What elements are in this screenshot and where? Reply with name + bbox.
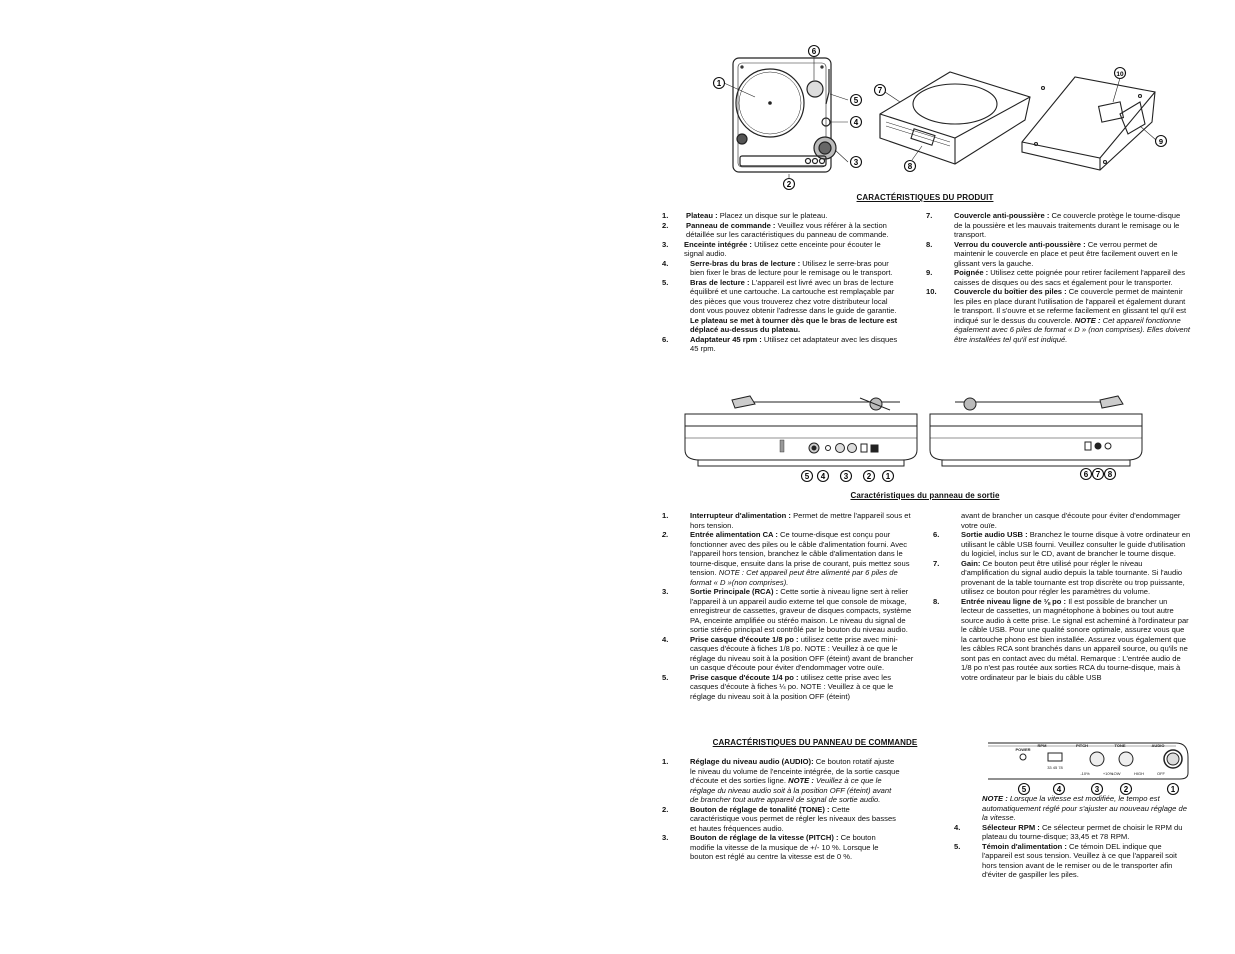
callout-5: 5: [853, 96, 859, 105]
rear-callout-7: 7: [1095, 470, 1101, 479]
list-item: 7. Couvercle anti-poussière : Ce couvercle protège le tourne-disque de la poussière et les mauvais traitements durant le remisage ou le transport.: [926, 211, 1181, 239]
callout-9: 9: [1158, 137, 1164, 146]
rpm-label: RPM: [1037, 743, 1047, 748]
tone-label: TONE: [1114, 743, 1126, 748]
output-left-column: [662, 511, 916, 701]
audio-label: AUDIO: [1151, 743, 1165, 748]
rear-view-right: [930, 396, 1142, 466]
list-item: 2. Entrée alimentation CA : Ce tourne-disque est conçu pour fonctionner avec des piles ou le câble d'alimentation fourni. Avec l'appareil hors tension, branchez le câble d'alimentation dans le tourne-disque, ensuite dans la prise de courant, puis mettez sous tension. NOTE : Cet appareil peut être alimenté par 6 piles de format « D »(non comprises).: [662, 530, 910, 587]
tone-high: HIGH: [1134, 771, 1144, 776]
list-item: 5. Prise casque d'écoute 1/4 po : utilisez cette prise avec les casques d'écoute à fiches ¼ po. NOTE : Veuillez à ce que le réglage du niveau soit à la position OFF (éteint): [662, 672, 894, 701]
rear-view-left: [685, 396, 917, 466]
panel-callout-3: 3: [1094, 785, 1100, 794]
continued-text: avant de brancher un casque d'écoute pour éviter d'endommager votre ouïe.: [961, 511, 1181, 530]
product-right-column: [926, 211, 1190, 344]
list-item: 3. Sortie Principale (RCA) : Cette sortie à niveau ligne sert à relier l'appareil à un appareil audio externe tel que console de mixage, enregistreur de cassettes, graveur de disques compacts, système PA, enceinte amplifiée ou stéréo maison. Le niveau du signal de sortie stéréo principal est contrôlé par le bouton du niveau audio.: [662, 587, 912, 634]
product-figures: [700, 42, 1210, 192]
list-item: 8. Verrou du couvercle anti-poussière : Ce verrou permet de maintenir le couvercle en place et peut être facilement ouvert en le glissant vers la gauche.: [926, 239, 1178, 268]
callout-7: 7: [877, 86, 883, 95]
rear-callout-2: 2: [866, 472, 872, 481]
callout-3: 3: [853, 158, 859, 167]
turntable-bottom-view: [1022, 77, 1155, 170]
callout-2: 2: [786, 180, 792, 189]
callout-1: 1: [716, 79, 722, 88]
list-item: 4. Sélecteur RPM : Ce sélecteur permet de choisir le RPM du plateau du tourne-disque; 33,45 et 78 RPM.: [954, 822, 1183, 841]
callout-10: 10: [1116, 71, 1124, 78]
tone-low: LOW: [1111, 771, 1121, 776]
turntable-closed-view: [877, 72, 1030, 164]
output-right-column: [933, 511, 1191, 682]
rear-callout-1: 1: [885, 472, 891, 481]
list-item: 1. Plateau : Placez un disque sur le plateau.: [662, 211, 828, 220]
turntable-top-view: [733, 58, 836, 172]
list-item: 5. Témoin d'alimentation : Ce témoin DEL indique que l'appareil est sous tension. Veuillez à ce que l'appareil soit hors tension avant de le remiser ou de le transporter afin d'éviter de gaspiller les piles.: [954, 841, 1177, 879]
list-item: 6. Sortie audio USB : Branchez le tourne disque à votre ordinateur en utilisant le câble USB fourni. Veuillez consulter le guide d'utilisation du logiciel, inclus sur le CD, avant de brancher le tourne disque.: [933, 530, 1191, 558]
control-right-column: [954, 794, 1192, 880]
list-item: 3. Bouton de réglage de la vitesse (PITCH) : Ce bouton modifie la vitesse de la musique de +/- 10 %. Lorsque le bouton est réglé au centre la vitesse est de 0 %.: [662, 833, 879, 861]
list-item: 4. Prise casque d'écoute 1/8 po : utilisez cette prise avec mini-casques d'écoute à fiches 1/8 po. NOTE : Veuillez à ce que le réglage du niveau soit à la position OFF (éteint) avant de brancher un casque d'écoute pour éviter d'endommager votre ouïe.: [662, 634, 914, 672]
panel-callout-1: 1: [1170, 785, 1176, 794]
output-panel-heading: Caractéristiques du panneau de sortie: [850, 491, 1000, 500]
control-panel-heading: CARACTÉRISTIQUES DU PANNEAU DE COMMANDE: [712, 738, 918, 747]
rear-callout-5: 5: [804, 472, 810, 481]
audio-off: OFF: [1157, 771, 1165, 776]
control-panel-figure: [980, 737, 1195, 797]
control-left-column: [662, 757, 900, 862]
list-item: 4. Serre-bras du bras de lecture : Utilisez le serre-bras pour bien fixer le bras de lecture pour le remisage ou le transport.: [662, 258, 893, 277]
callout-4: 4: [853, 118, 859, 127]
pitch-plus: +10%: [1102, 771, 1114, 776]
list-item: 2. Panneau de commande : Veuillez vous référer à la section détaillée sur les caractéristiques du panneau de commande.: [662, 220, 889, 239]
list-item: 2. Bouton de réglage de tonalité (TONE) : Cette caractéristique vous permet de régler les niveaux des basses et hautes fréquences audio.: [662, 804, 896, 833]
rear-panel-figures: [680, 388, 1150, 484]
list-item: 7. Gain: Ce bouton peut être utilisé pour régler le niveau d'amplification du signal audio depuis la table tournante. Si l'audio provenant de la table tournante est trop discrète ou trop puissante, utilisez ce bouton pour régler les paramètres du volume.: [933, 558, 1185, 596]
callout-8: 8: [907, 162, 913, 171]
list-item: 8. Entrée niveau ligne de ⅛ po : Il est possible de brancher un lecteur de cassettes, un magnétophone à bobines ou tout autre source audio à cette prise. Le signal est acheminé à l'ordinateur par le câble USB. Pour une qualité sonore optimale, assurez vous que la cartouche phono est bien installée. Assurez vous également que les câbles RCA sont branchés dans un appareil source, ou qu'ils ne sont pas en contact avec du métal. Remarque : L'entrée audio de 1/8 po n'est pas routée aux sorties RCA du tourne-disque, mais à votre ordinateur par le biais du câble USB: [933, 596, 1189, 682]
product-features-heading: CARACTÉRISTIQUES DU PRODUIT: [856, 193, 994, 202]
rear-callout-6: 6: [1083, 470, 1089, 479]
panel-callout-4: 4: [1056, 785, 1062, 794]
list-item: 9. Poignée : Utilisez cette poignée pour retirer facilement l'appareil des caisses de disques ou des sacs et également pour le transporter.: [926, 268, 1186, 287]
list-item: 6. Adaptateur 45 rpm : Utilisez cet adaptateur avec les disques 45 rpm.: [662, 334, 898, 353]
rpm-values: 33 45 78: [1047, 765, 1063, 770]
pitch-minus: -10%: [1080, 771, 1090, 776]
rear-callout-8: 8: [1107, 470, 1113, 479]
panel-callout-2: 2: [1123, 785, 1129, 794]
top-view-callouts: [714, 46, 862, 190]
pitch-label: PITCH: [1076, 743, 1088, 748]
list-item: 10. Couvercle du boîtier des piles : Ce couvercle permet de maintenir les piles en place durant l'utilisation de l'appareil et également durant le transport. Il s'ouvre et se referme facilement en glissant tel qu'il est indiqué sur le dessus du couvercle. NOTE : Cet appareil fonctionne également avec 6 piles de format « D » (non comprises). Elles doivent être installées tel qu'il est indiqué.: [926, 287, 1190, 344]
rear-callout-3: 3: [843, 472, 849, 481]
speed-note: NOTE : Lorsque la vitesse est modifiée, le tempo est automatiquement réglé pour s'ajuster au nouveau réglage de la vitesse.: [982, 794, 1187, 822]
list-item: 1. Interrupteur d'alimentation : Permet de mettre l'appareil sous et hors tension.: [662, 511, 911, 530]
power-label: POWER: [1015, 747, 1031, 752]
list-item: 3. Enceinte intégrée : Utilisez cette enceinte pour écouter le signal audio.: [662, 239, 881, 258]
list-item: 1. Réglage du niveau audio (AUDIO): Ce bouton rotatif ajuste le niveau du volume de l'enceinte intégrée, de la sortie casque d'écoute et des sorties ligne. NOTE : Veuillez à ce que le réglage du niveau audio soit à la position OFF (éteint) avant de brancher tout autre appareil de signal de sortie audio.: [662, 757, 900, 804]
callout-6: 6: [811, 47, 817, 56]
panel-callout-5: 5: [1021, 785, 1027, 794]
rear-callout-4: 4: [820, 472, 826, 481]
product-left-column: [662, 211, 898, 354]
list-item: 5. Bras de lecture : L'appareil est livré avec un bras de lecture équilibré et une cartouche. La cartouche est remplaçable par des pièces que vous trouverez chez votre distributeur local dont vous pouvez obtenir l'adresse dans le guide de garantie. Le plateau se met à tourner dès que le bras de lecture est déplacé au-dessus du plateau.: [662, 277, 898, 334]
